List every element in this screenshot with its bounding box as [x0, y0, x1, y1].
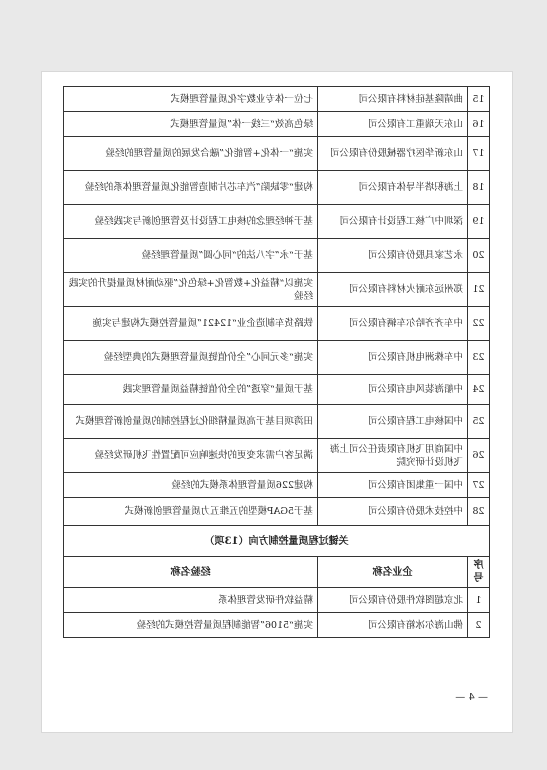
cell-company: 中控技术股份有限公司: [318, 498, 468, 526]
document-sheet: [42, 72, 512, 732]
cell-company: 中车株洲电机有限公司: [318, 341, 468, 375]
cell-num: 2: [468, 613, 490, 638]
cell-company: 山东新华医疗器械股份有限公司: [318, 137, 468, 171]
cell-experience: 七位一体专业数字化质量管理模式: [64, 87, 318, 112]
cell-num: 16: [468, 112, 490, 137]
table-row: [64, 171, 490, 205]
cell-company: 永艺家具股份有限公司: [318, 239, 468, 273]
cell-experience: 田湾项目基于高质量精细化过程控制的质量创新管理模式: [64, 405, 318, 439]
table-row: [64, 87, 490, 112]
table-row: [64, 498, 490, 526]
cell-company: 北京超图软件股份有限公司: [318, 588, 468, 613]
table-row: [64, 205, 490, 239]
cell-company: 深圳中广核工程设计有限公司: [318, 205, 468, 239]
cell-num: 27: [468, 473, 490, 498]
header-row: [64, 557, 490, 588]
cell-num: 26: [468, 439, 490, 473]
cell-experience: 构建“零缺陷”汽车芯片制造智能化质量管理体系的经验: [64, 171, 318, 205]
cell-experience: 满足客户需求变更的快速响应可配置性飞机研发经验: [64, 439, 318, 473]
cell-num: 19: [468, 205, 490, 239]
cell-company: 郑州远东耐火材料有限公司: [318, 273, 468, 307]
cell-num: 28: [468, 498, 490, 526]
cell-num: 20: [468, 239, 490, 273]
section-title-row: [64, 526, 490, 557]
cell-company: 中国核电工程有限公司: [318, 405, 468, 439]
cell-experience: 实施“一体化+智能化”融合发展的质量管理的经验: [64, 137, 318, 171]
table-row: [64, 307, 490, 341]
cell-num: 18: [468, 171, 490, 205]
cell-company: 曲靖隆基硅材料有限公司: [318, 87, 468, 112]
cell-experience: 实施以“精益化+数智化+绿色化”驱动耐材质量提升的实践经验: [64, 273, 318, 307]
table-row: [64, 439, 490, 473]
table-row: [64, 239, 490, 273]
cell-num: 15: [468, 87, 490, 112]
cell-company: 佛山海尔冰箱有限公司: [318, 613, 468, 638]
cell-experience: 绿色高效“三线一体”质量管理模式: [64, 112, 318, 137]
cell-num: 17: [468, 137, 490, 171]
cell-num: 25: [468, 405, 490, 439]
cell-num: 24: [468, 375, 490, 405]
cell-num: 21: [468, 273, 490, 307]
table-row: [64, 473, 490, 498]
cell-experience: 铁路货车制造企业“12421”质量管控模式构建与实施: [64, 307, 318, 341]
cell-num: 22: [468, 307, 490, 341]
cell-company: 上海积塔半导体有限公司: [318, 171, 468, 205]
cell-company: 中船海装风电有限公司: [318, 375, 468, 405]
table-row: [64, 341, 490, 375]
table-row: [64, 137, 490, 171]
cell-experience: 构建226质量管理体系模式的经验: [64, 473, 318, 498]
experience-table: [63, 86, 490, 638]
table-row: [64, 588, 490, 613]
cell-company: 山东天瑞重工有限公司: [318, 112, 468, 137]
cell-experience: 基于质量“穿透”的全价值链精益质量管理实践: [64, 375, 318, 405]
cell-num: 23: [468, 341, 490, 375]
cell-experience: 基于神经理念的核电工程设计及管理创新与实践经验: [64, 205, 318, 239]
cell-num: 1: [468, 588, 490, 613]
header-num: 序号: [468, 557, 490, 588]
cell-company: 中车齐齐哈尔车辆有限公司: [318, 307, 468, 341]
page-number: — 4 —: [455, 692, 488, 703]
cell-experience: 精益软件研发管理体系: [64, 588, 318, 613]
mirrored-content: [42, 72, 512, 732]
header-experience: 经验名称: [64, 557, 318, 588]
table-row: [64, 112, 490, 137]
table-row: [64, 613, 490, 638]
table-row: [64, 273, 490, 307]
cell-company: 中国商用飞机有限责任公司上海飞机设计研究院: [318, 439, 468, 473]
cell-experience: 基于“永”字八法的“同心圆”质量管理经验: [64, 239, 318, 273]
header-company: 企业名称: [318, 557, 468, 588]
section-title: 关键过程质量控制方向（13项）: [64, 526, 490, 557]
table-body: [64, 87, 490, 638]
cell-experience: 基于5GAP模型的五维五力质量管理创新模式: [64, 498, 318, 526]
cell-experience: 实施“5106”智能制程质量管控模式的经验: [64, 613, 318, 638]
table-row: [64, 375, 490, 405]
cell-experience: 实施“多元同心”全价值链质量管理模式的典型经验: [64, 341, 318, 375]
cell-company: 中国一重集团有限公司: [318, 473, 468, 498]
table-row: [64, 405, 490, 439]
